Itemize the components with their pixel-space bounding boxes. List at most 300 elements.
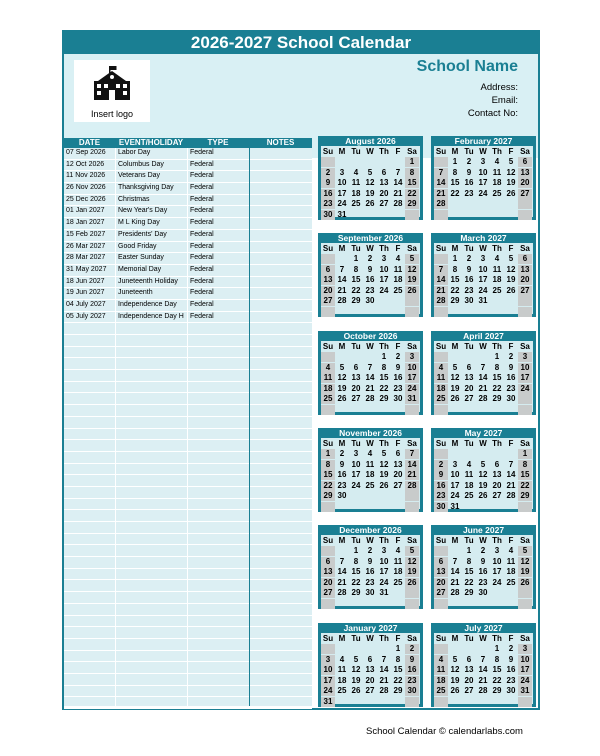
calendar-day[interactable]: 8 xyxy=(395,654,401,664)
table-row[interactable] xyxy=(64,429,312,441)
table-row[interactable] xyxy=(64,183,312,195)
calendar-day[interactable]: 7 xyxy=(339,556,345,566)
calendar-day[interactable]: 16 xyxy=(464,275,474,284)
calendar-day[interactable]: 18 xyxy=(321,384,335,394)
calendar-day[interactable]: 26 xyxy=(405,286,419,296)
calendar-day[interactable]: 24 xyxy=(450,491,460,500)
calendar-day[interactable]: 4 xyxy=(434,655,448,665)
calendar-day[interactable]: 20 xyxy=(321,578,335,588)
calendar-day[interactable]: 18 xyxy=(492,178,502,187)
calendar-day[interactable]: 13 xyxy=(351,373,361,382)
calendar-day[interactable]: 30 xyxy=(506,686,516,695)
calendar-day[interactable]: 24 xyxy=(492,577,502,587)
table-row[interactable] xyxy=(64,592,312,604)
calendar-day[interactable]: 28 xyxy=(450,588,460,597)
calendar-day[interactable]: 20 xyxy=(518,178,532,188)
calendar-day[interactable]: 28 xyxy=(337,296,347,305)
table-row[interactable] xyxy=(64,616,312,628)
calendar-day[interactable]: 27 xyxy=(365,686,375,695)
calendar-day[interactable]: 28 xyxy=(405,481,419,491)
calendar-day[interactable]: 16 xyxy=(365,275,375,284)
calendar-day[interactable]: 13 xyxy=(321,275,335,285)
calendar-day[interactable]: 15 xyxy=(351,275,361,284)
table-row[interactable] xyxy=(64,405,312,417)
calendar-day[interactable]: 9 xyxy=(508,362,514,372)
table-row[interactable] xyxy=(64,288,312,300)
calendar-day[interactable]: 6 xyxy=(434,557,448,567)
calendar-day[interactable]: 19 xyxy=(450,383,460,393)
calendar-day[interactable]: 12 xyxy=(506,167,516,177)
table-row[interactable] xyxy=(64,709,312,721)
calendar-day[interactable]: 3 xyxy=(353,449,359,458)
calendar-day[interactable]: 17 xyxy=(351,470,361,479)
calendar-day[interactable]: 18 xyxy=(434,384,448,394)
calendar-day[interactable]: 30 xyxy=(365,588,375,597)
calendar-day[interactable]: 15 xyxy=(393,665,403,674)
calendar-day[interactable]: 19 xyxy=(478,480,488,490)
calendar-day[interactable]: 11 xyxy=(434,373,448,383)
calendar-day[interactable]: 18 xyxy=(393,275,403,284)
calendar-day[interactable]: 8 xyxy=(381,362,387,372)
calendar-day[interactable]: 10 xyxy=(478,264,488,274)
calendar-day[interactable]: 10 xyxy=(518,655,532,665)
calendar-day[interactable]: 1 xyxy=(353,546,359,555)
calendar-day[interactable]: 14 xyxy=(337,567,347,576)
table-row[interactable] xyxy=(64,440,312,452)
table-row[interactable] xyxy=(64,651,312,663)
calendar-day[interactable]: 29 xyxy=(492,686,502,695)
calendar-day[interactable]: 22 xyxy=(464,577,474,587)
calendar-day[interactable]: 8 xyxy=(353,264,359,274)
calendar-day[interactable]: 17 xyxy=(518,373,532,383)
calendar-day[interactable]: 20 xyxy=(518,275,532,285)
table-row[interactable] xyxy=(64,218,312,230)
calendar-day[interactable]: 1 xyxy=(321,449,335,459)
table-row[interactable] xyxy=(64,534,312,546)
calendar-day[interactable]: 23 xyxy=(393,383,403,393)
calendar-day[interactable]: 8 xyxy=(494,654,500,664)
calendar-day[interactable]: 1 xyxy=(494,352,500,361)
calendar-day[interactable]: 23 xyxy=(464,285,474,295)
calendar-day[interactable]: 21 xyxy=(434,189,448,199)
calendar-day[interactable]: 31 xyxy=(379,588,389,597)
calendar-day[interactable]: 23 xyxy=(405,676,419,686)
calendar-day[interactable]: 2 xyxy=(434,460,448,470)
calendar-day[interactable]: 28 xyxy=(379,686,389,695)
calendar-day[interactable]: 30 xyxy=(321,210,335,220)
table-row[interactable] xyxy=(64,171,312,183)
calendar-day[interactable]: 16 xyxy=(478,567,488,576)
calendar-day[interactable]: 13 xyxy=(393,459,403,469)
calendar-day[interactable]: 22 xyxy=(518,481,532,491)
calendar-day[interactable]: 7 xyxy=(405,449,419,459)
table-row[interactable] xyxy=(64,604,312,616)
table-row[interactable] xyxy=(64,499,312,511)
calendar-day[interactable]: 1 xyxy=(494,644,500,653)
calendar-day[interactable]: 16 xyxy=(321,189,335,199)
calendar-day[interactable]: 24 xyxy=(478,285,488,295)
calendar-day[interactable]: 17 xyxy=(492,567,502,576)
calendar-day[interactable]: 28 xyxy=(434,296,448,306)
calendar-day[interactable]: 25 xyxy=(321,394,335,404)
calendar-day[interactable]: 30 xyxy=(506,394,516,403)
table-row[interactable] xyxy=(64,335,312,347)
calendar-day[interactable]: 30 xyxy=(478,588,488,597)
table-row[interactable] xyxy=(64,347,312,359)
calendar-day[interactable]: 25 xyxy=(492,285,502,295)
table-row[interactable] xyxy=(64,452,312,464)
calendar-day[interactable]: 3 xyxy=(518,352,532,362)
calendar-day[interactable]: 19 xyxy=(405,567,419,577)
calendar-day[interactable]: 6 xyxy=(518,157,532,167)
calendar-day[interactable]: 7 xyxy=(480,362,486,372)
calendar-day[interactable]: 9 xyxy=(367,556,373,566)
calendar-day[interactable]: 20 xyxy=(464,675,474,685)
calendar-day[interactable]: 5 xyxy=(452,654,458,664)
calendar-day[interactable]: 19 xyxy=(405,275,419,285)
calendar-day[interactable]: 9 xyxy=(321,178,335,188)
calendar-day[interactable]: 15 xyxy=(321,470,335,480)
calendar-day[interactable]: 1 xyxy=(466,546,472,555)
table-row[interactable] xyxy=(64,697,312,709)
calendar-day[interactable]: 7 xyxy=(480,654,486,664)
calendar-day[interactable]: 19 xyxy=(351,675,361,685)
calendar-day[interactable]: 23 xyxy=(365,577,375,587)
calendar-day[interactable]: 1 xyxy=(395,644,401,653)
calendar-day[interactable]: 7 xyxy=(434,265,448,275)
calendar-day[interactable]: 1 xyxy=(452,254,458,263)
calendar-day[interactable]: 21 xyxy=(365,383,375,393)
calendar-day[interactable]: 21 xyxy=(434,286,448,296)
calendar-day[interactable]: 11 xyxy=(351,178,361,187)
calendar-day[interactable]: 15 xyxy=(405,178,419,188)
calendar-day[interactable]: 26 xyxy=(450,394,460,403)
calendar-day[interactable]: 14 xyxy=(478,373,488,382)
calendar-day[interactable]: 13 xyxy=(492,470,502,479)
calendar-day[interactable]: 29 xyxy=(405,199,419,209)
calendar-day[interactable]: 10 xyxy=(337,178,347,187)
calendar-day[interactable]: 28 xyxy=(337,588,347,597)
calendar-day[interactable]: 16 xyxy=(506,665,516,674)
calendar-day[interactable]: 13 xyxy=(518,265,532,275)
calendar-day[interactable]: 18 xyxy=(506,567,516,576)
calendar-day[interactable]: 11 xyxy=(365,459,375,469)
calendar-day[interactable]: 21 xyxy=(506,480,516,490)
calendar-day[interactable]: 14 xyxy=(405,460,419,470)
calendar-day[interactable]: 15 xyxy=(450,178,460,187)
table-row[interactable] xyxy=(64,277,312,289)
table-row[interactable] xyxy=(64,732,312,744)
table-row[interactable] xyxy=(64,242,312,254)
calendar-day[interactable]: 10 xyxy=(450,470,460,479)
calendar-day[interactable]: 30 xyxy=(434,502,448,512)
calendar-day[interactable]: 7 xyxy=(367,362,373,372)
calendar-day[interactable]: 4 xyxy=(353,167,359,177)
calendar-day[interactable]: 6 xyxy=(381,167,387,177)
calendar-day[interactable]: 20 xyxy=(393,470,403,479)
calendar-day[interactable]: 27 xyxy=(351,394,361,403)
calendar-day[interactable]: 14 xyxy=(434,178,448,188)
calendar-day[interactable]: 21 xyxy=(478,675,488,685)
calendar-day[interactable]: 2 xyxy=(321,168,335,178)
calendar-day[interactable]: 24 xyxy=(337,199,347,208)
calendar-day[interactable]: 11 xyxy=(492,264,502,274)
calendar-day[interactable]: 14 xyxy=(337,275,347,284)
calendar-day[interactable]: 28 xyxy=(393,199,403,208)
table-row[interactable] xyxy=(64,230,312,242)
calendar-day[interactable]: 7 xyxy=(434,168,448,178)
calendar-day[interactable]: 24 xyxy=(478,188,488,198)
calendar-day[interactable]: 5 xyxy=(339,362,345,372)
calendar-day[interactable]: 22 xyxy=(379,383,389,393)
calendar-day[interactable]: 22 xyxy=(492,383,502,393)
calendar-day[interactable]: 7 xyxy=(381,654,387,664)
calendar-day[interactable]: 21 xyxy=(450,577,460,587)
calendar-day[interactable]: 31 xyxy=(321,697,335,707)
calendar-day[interactable]: 4 xyxy=(494,254,500,263)
calendar-day[interactable]: 20 xyxy=(351,383,361,393)
table-row[interactable] xyxy=(64,464,312,476)
calendar-day[interactable]: 25 xyxy=(351,199,361,208)
calendar-day[interactable]: 6 xyxy=(466,654,472,664)
table-row[interactable] xyxy=(64,323,312,335)
calendar-day[interactable]: 22 xyxy=(405,189,419,199)
calendar-day[interactable]: 24 xyxy=(518,676,532,686)
calendar-day[interactable]: 6 xyxy=(321,557,335,567)
calendar-day[interactable]: 19 xyxy=(450,675,460,685)
calendar-day[interactable]: 3 xyxy=(405,352,419,362)
calendar-day[interactable]: 5 xyxy=(508,254,514,263)
calendar-day[interactable]: 11 xyxy=(492,167,502,177)
calendar-day[interactable]: 31 xyxy=(405,394,419,404)
calendar-day[interactable]: 28 xyxy=(478,686,488,695)
calendar-day[interactable]: 24 xyxy=(379,577,389,587)
table-row[interactable] xyxy=(64,510,312,522)
calendar-day[interactable]: 6 xyxy=(395,449,401,458)
calendar-day[interactable]: 29 xyxy=(518,491,532,501)
calendar-day[interactable]: 19 xyxy=(379,470,389,479)
calendar-day[interactable]: 22 xyxy=(321,481,335,491)
calendar-day[interactable]: 3 xyxy=(339,167,345,177)
calendar-day[interactable]: 26 xyxy=(478,491,488,500)
calendar-day[interactable]: 20 xyxy=(464,383,474,393)
calendar-day[interactable]: 30 xyxy=(405,686,419,696)
calendar-day[interactable]: 4 xyxy=(367,449,373,458)
table-row[interactable] xyxy=(64,312,312,324)
calendar-day[interactable]: 9 xyxy=(508,654,514,664)
calendar-day[interactable]: 2 xyxy=(466,254,472,263)
calendar-day[interactable]: 29 xyxy=(351,296,361,305)
calendar-day[interactable]: 24 xyxy=(405,384,419,394)
calendar-day[interactable]: 9 xyxy=(367,264,373,274)
calendar-day[interactable]: 26 xyxy=(379,480,389,490)
calendar-day[interactable]: 8 xyxy=(494,362,500,372)
calendar-day[interactable]: 28 xyxy=(365,394,375,403)
calendar-day[interactable]: 22 xyxy=(450,188,460,198)
calendar-day[interactable]: 8 xyxy=(452,264,458,274)
calendar-day[interactable]: 3 xyxy=(381,546,387,555)
school-name[interactable]: School Name xyxy=(416,58,518,75)
calendar-day[interactable]: 18 xyxy=(492,275,502,284)
table-row[interactable] xyxy=(64,382,312,394)
calendar-day[interactable]: 5 xyxy=(353,654,359,664)
table-row[interactable] xyxy=(64,569,312,581)
table-row[interactable] xyxy=(64,662,312,674)
calendar-day[interactable]: 28 xyxy=(506,491,516,500)
calendar-day[interactable]: 12 xyxy=(506,264,516,274)
calendar-day[interactable]: 10 xyxy=(379,556,389,566)
calendar-day[interactable]: 1 xyxy=(452,157,458,166)
calendar-day[interactable]: 21 xyxy=(337,285,347,295)
table-row[interactable] xyxy=(64,580,312,592)
calendar-day[interactable]: 26 xyxy=(405,578,419,588)
calendar-day[interactable]: 21 xyxy=(337,577,347,587)
calendar-day[interactable]: 23 xyxy=(464,188,474,198)
calendar-day[interactable]: 26 xyxy=(351,686,361,695)
calendar-day[interactable]: 20 xyxy=(365,675,375,685)
calendar-day[interactable]: 10 xyxy=(379,264,389,274)
calendar-day[interactable]: 17 xyxy=(478,178,488,187)
calendar-day[interactable]: 31 xyxy=(450,501,460,511)
calendar-day[interactable]: 27 xyxy=(464,394,474,403)
calendar-day[interactable]: 5 xyxy=(518,546,532,556)
calendar-day[interactable]: 16 xyxy=(337,470,347,479)
calendar-day[interactable]: 29 xyxy=(492,394,502,403)
calendar-day[interactable]: 18 xyxy=(464,480,474,490)
calendar-day[interactable]: 12 xyxy=(351,665,361,674)
calendar-day[interactable]: 16 xyxy=(393,373,403,382)
calendar-day[interactable]: 27 xyxy=(321,296,335,306)
calendar-day[interactable]: 27 xyxy=(492,491,502,500)
calendar-day[interactable]: 6 xyxy=(321,265,335,275)
calendar-day[interactable]: 4 xyxy=(494,157,500,166)
calendar-day[interactable]: 25 xyxy=(506,577,516,587)
calendar-day[interactable]: 6 xyxy=(367,654,373,664)
calendar-day[interactable]: 28 xyxy=(478,394,488,403)
calendar-day[interactable]: 20 xyxy=(434,578,448,588)
calendar-day[interactable]: 25 xyxy=(393,285,403,295)
calendar-day[interactable]: 9 xyxy=(466,264,472,274)
calendar-day[interactable]: 23 xyxy=(321,199,335,209)
calendar-day[interactable]: 27 xyxy=(464,686,474,695)
calendar-day[interactable]: 23 xyxy=(365,285,375,295)
calendar-day[interactable]: 15 xyxy=(379,373,389,382)
calendar-day[interactable]: 12 xyxy=(405,265,419,275)
calendar-day[interactable]: 4 xyxy=(321,363,335,373)
calendar-day[interactable]: 17 xyxy=(337,188,347,198)
calendar-day[interactable]: 11 xyxy=(393,264,403,274)
calendar-day[interactable]: 8 xyxy=(353,556,359,566)
calendar-day[interactable]: 24 xyxy=(518,384,532,394)
calendar-day[interactable]: 11 xyxy=(321,373,335,383)
table-row[interactable] xyxy=(64,253,312,265)
calendar-day[interactable]: 6 xyxy=(466,362,472,372)
table-row[interactable] xyxy=(64,370,312,382)
calendar-day[interactable]: 20 xyxy=(379,188,389,198)
calendar-day[interactable]: 24 xyxy=(379,285,389,295)
calendar-day[interactable]: 16 xyxy=(365,567,375,576)
calendar-day[interactable]: 11 xyxy=(393,556,403,566)
calendar-day[interactable]: 26 xyxy=(506,285,516,295)
calendar-day[interactable]: 17 xyxy=(379,567,389,576)
table-row[interactable] xyxy=(64,417,312,429)
calendar-day[interactable]: 9 xyxy=(480,556,486,566)
calendar-day[interactable]: 29 xyxy=(351,588,361,597)
calendar-day[interactable]: 23 xyxy=(506,675,516,685)
calendar-day[interactable]: 3 xyxy=(480,254,486,263)
calendar-day[interactable]: 12 xyxy=(379,459,389,469)
calendar-day[interactable]: 21 xyxy=(379,675,389,685)
calendar-day[interactable]: 1 xyxy=(381,352,387,361)
calendar-day[interactable]: 29 xyxy=(321,491,335,501)
calendar-day[interactable]: 10 xyxy=(321,665,335,675)
calendar-day[interactable]: 16 xyxy=(464,178,474,187)
calendar-day[interactable]: 15 xyxy=(450,275,460,284)
calendar-day[interactable]: 25 xyxy=(434,686,448,696)
calendar-day[interactable]: 1 xyxy=(353,254,359,263)
calendar-day[interactable]: 5 xyxy=(405,254,419,264)
table-row[interactable] xyxy=(64,265,312,277)
table-row[interactable] xyxy=(64,160,312,172)
calendar-day[interactable]: 16 xyxy=(434,481,448,491)
calendar-day[interactable]: 21 xyxy=(478,383,488,393)
calendar-day[interactable]: 17 xyxy=(379,275,389,284)
calendar-day[interactable]: 7 xyxy=(395,167,401,177)
calendar-day[interactable]: 14 xyxy=(478,665,488,674)
calendar-day[interactable]: 11 xyxy=(506,556,516,566)
calendar-day[interactable]: 3 xyxy=(452,459,458,469)
calendar-day[interactable]: 21 xyxy=(393,188,403,198)
calendar-day[interactable]: 3 xyxy=(518,644,532,654)
calendar-day[interactable]: 7 xyxy=(339,264,345,274)
calendar-day[interactable]: 3 xyxy=(321,655,335,665)
calendar-day[interactable]: 30 xyxy=(393,394,403,403)
table-row[interactable] xyxy=(64,195,312,207)
calendar-day[interactable]: 8 xyxy=(405,168,419,178)
calendar-day[interactable]: 24 xyxy=(351,480,361,490)
calendar-day[interactable]: 20 xyxy=(492,480,502,490)
calendar-day[interactable]: 13 xyxy=(518,168,532,178)
calendar-day[interactable]: 15 xyxy=(351,567,361,576)
calendar-day[interactable]: 13 xyxy=(379,178,389,187)
calendar-day[interactable]: 3 xyxy=(494,546,500,555)
calendar-day[interactable]: 14 xyxy=(506,470,516,479)
calendar-day[interactable]: 15 xyxy=(518,470,532,480)
calendar-day[interactable]: 12 xyxy=(365,178,375,187)
calendar-day[interactable]: 30 xyxy=(337,491,347,500)
calendar-day[interactable]: 19 xyxy=(365,188,375,198)
calendar-day[interactable]: 17 xyxy=(321,676,335,686)
calendar-day[interactable]: 10 xyxy=(492,556,502,566)
calendar-day[interactable]: 10 xyxy=(478,167,488,177)
calendar-day[interactable]: 22 xyxy=(450,285,460,295)
calendar-day[interactable]: 13 xyxy=(434,567,448,577)
calendar-day[interactable]: 9 xyxy=(395,362,401,372)
calendar-day[interactable]: 2 xyxy=(339,449,345,458)
calendar-day[interactable]: 12 xyxy=(518,557,532,567)
calendar-day[interactable]: 31 xyxy=(337,209,347,219)
calendar-day[interactable]: 9 xyxy=(466,167,472,177)
calendar-day[interactable]: 19 xyxy=(337,383,347,393)
table-row[interactable] xyxy=(64,475,312,487)
calendar-day[interactable]: 2 xyxy=(405,644,419,654)
table-row[interactable] xyxy=(64,627,312,639)
calendar-day[interactable]: 23 xyxy=(434,491,448,501)
calendar-day[interactable]: 2 xyxy=(480,546,486,555)
calendar-day[interactable]: 12 xyxy=(450,373,460,382)
calendar-day[interactable]: 5 xyxy=(367,167,373,177)
table-row[interactable] xyxy=(64,686,312,698)
